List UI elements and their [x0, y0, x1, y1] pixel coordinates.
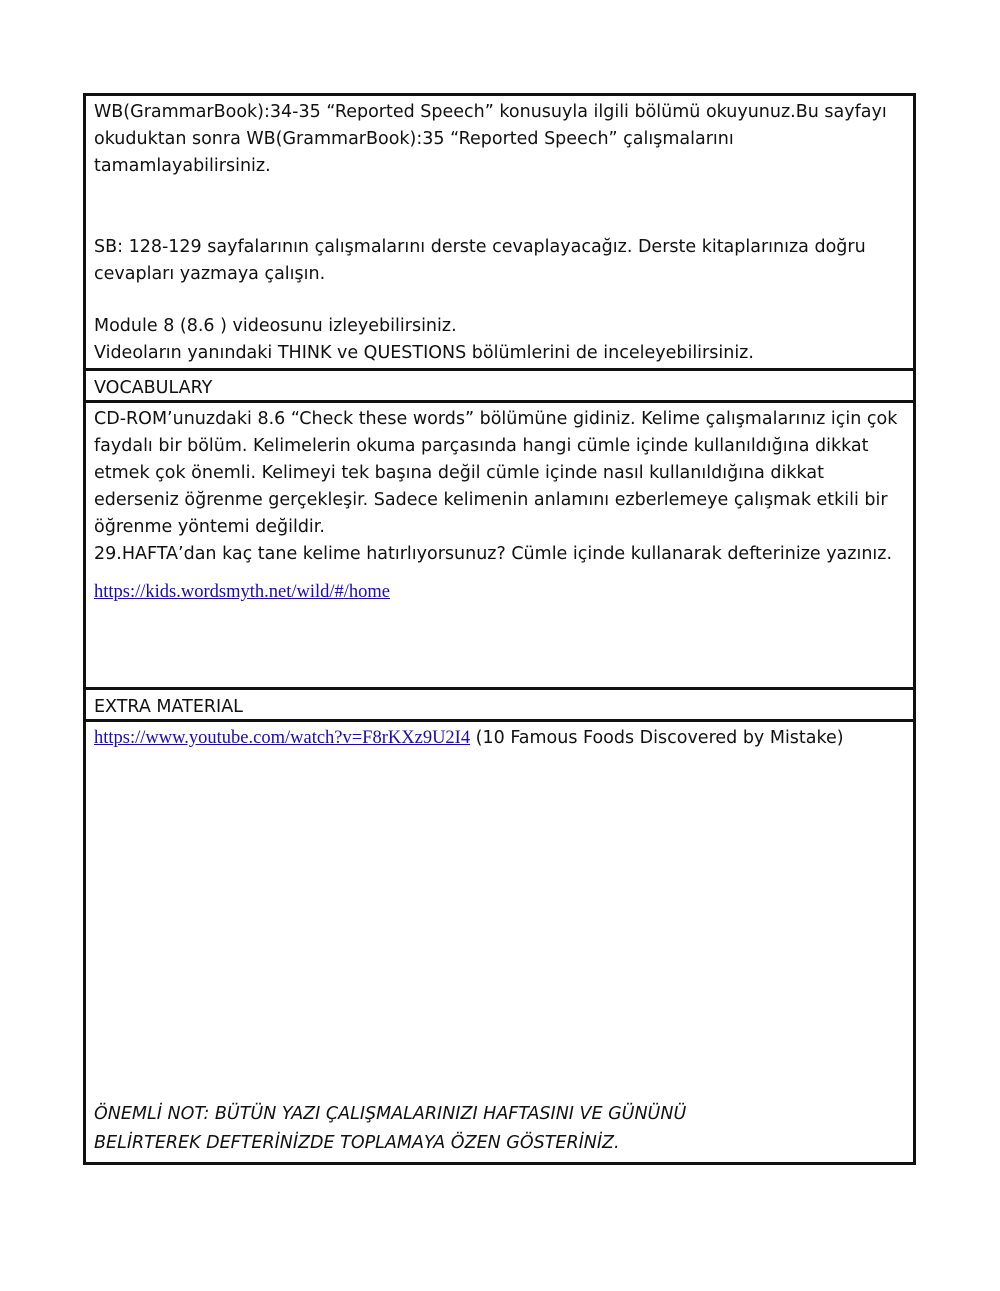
important-note-line-2: BELİRTEREK DEFTERİNİZDE TOPLAMAYA ÖZEN GÖSTERİNİZ.: [94, 1133, 620, 1153]
think-questions-instruction: Videoların yanındaki THINK ve QUESTIONS bölümlerini de inceleyebilirsiniz.: [94, 343, 754, 363]
worksheet-table: [83, 93, 916, 1165]
module-video-instruction: Module 8 (8.6 ) videosunu izleyebilirsiniz.: [94, 316, 457, 336]
vocabulary-section: [86, 403, 913, 690]
grammar-book-instruction: WB(GrammarBook):34-35 “Reported Speech” konusuyla ilgili bölümü okuyunuz.Bu sayfayı okuduktan sonra WB(GrammarBook):35 “Reported Speech” çalışmalarını tamamlayabilirsiniz.: [94, 102, 887, 176]
extra-material-section: [86, 722, 913, 1162]
youtube-link[interactable]: https://www.youtube.com/watch?v=F8rKXz9U2I4: [94, 728, 471, 748]
week-29-instruction: 29.HAFTA’dan kaç tane kelime hatırlıyorsunuz? Cümle içinde kullanarak defterinize yazınız.: [94, 544, 893, 564]
extra-material-heading: EXTRA MATERIAL: [86, 690, 913, 722]
student-book-instruction: SB: 128-129 sayfalarının çalışmalarını derste cevaplayacağız. Derste kitaplarınıza doğru cevapları yazmaya çalışın.: [94, 237, 866, 284]
wordsmyth-link[interactable]: https://kids.wordsmyth.net/wild/#/home: [94, 582, 390, 602]
important-note-line-1: ÖNEMLİ NOT: BÜTÜN YAZI ÇALIŞMALARINIZI HAFTASINI VE GÜNÜNÜ: [94, 1104, 687, 1124]
important-note: [94, 1100, 905, 1158]
youtube-link-caption: (10 Famous Foods Discovered by Mistake): [470, 728, 844, 748]
assignment-section: [86, 96, 913, 371]
youtube-link-line: [94, 725, 905, 752]
vocabulary-heading: VOCABULARY: [86, 371, 913, 403]
cd-rom-instruction: CD-ROM’unuzdaki 8.6 “Check these words” bölümüne gidiniz. Kelime çalışmalarınız için çok faydalı bir bölüm. Kelimelerin okuma parçasında hangi cümle içinde kullanıldığına dikkat etmek çok önemli. Kelimeyi tek başına değil cümle içinde nasıl kullanıldığına dikkat ederseniz öğrenme gerçekleşir. Sadece kelimenin anlamını ezberlemeye çalışmak etkili bir öğrenme yöntemi değildir.: [94, 409, 898, 537]
